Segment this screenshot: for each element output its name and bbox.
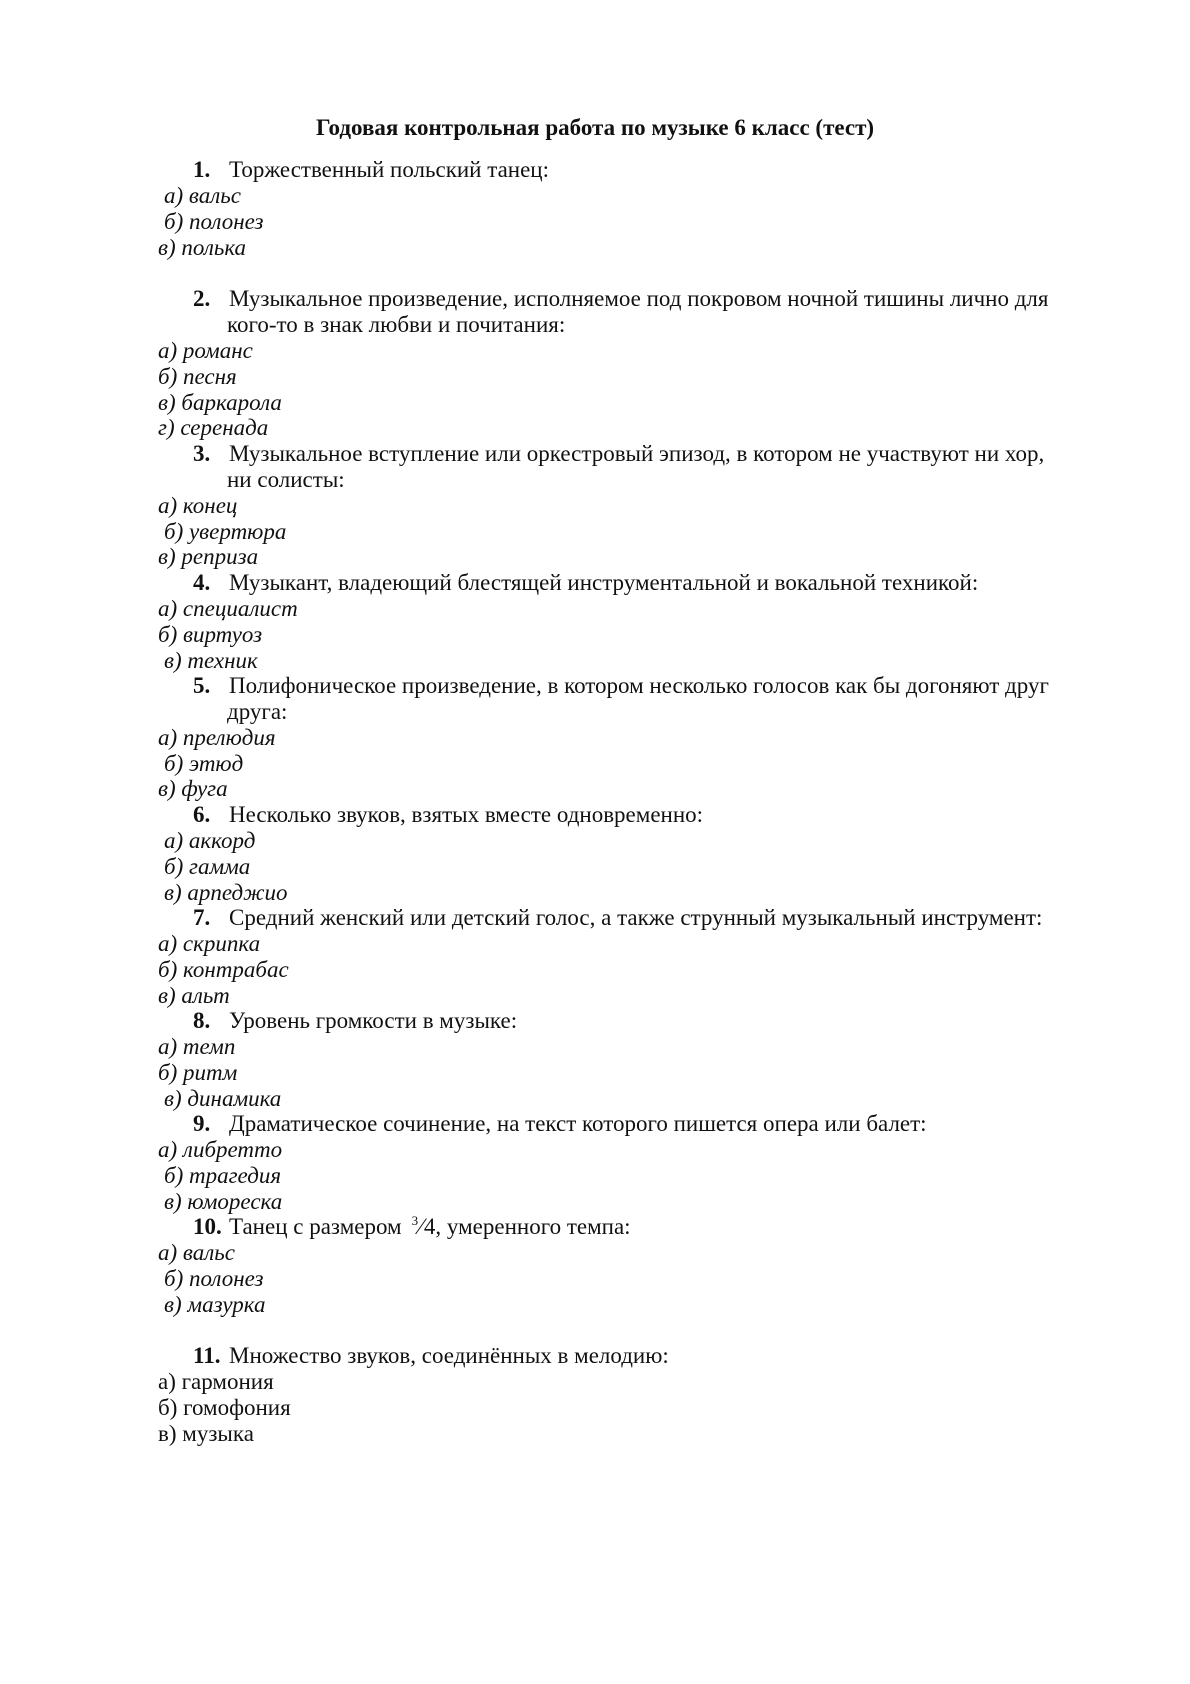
answer-option: б) увертюра bbox=[164, 519, 287, 544]
answer-option: а) специалист bbox=[158, 596, 298, 621]
answer-option: а) темп bbox=[158, 1034, 236, 1059]
question-text-end: , умеренного темпа: bbox=[435, 1214, 631, 1239]
question-7 bbox=[193, 904, 1042, 932]
answer-option: в) альт bbox=[158, 983, 230, 1008]
question-number: 7. bbox=[193, 905, 211, 930]
answer-option: б) этюд bbox=[164, 751, 244, 776]
time-signature-slash: ⁄ bbox=[419, 1214, 423, 1239]
answer-option: а) романс bbox=[158, 338, 253, 363]
answer-option: в) музыка bbox=[158, 1421, 254, 1446]
question-text: Музыкальное произведение, исполняемое под покровом ночной тишины лично для bbox=[229, 286, 1049, 311]
answer-option: б) виртуоз bbox=[158, 622, 263, 647]
question-text: Полифоническое произведение, в котором несколько голосов как бы догоняют друг bbox=[229, 673, 1049, 698]
answer-option: б) полонез bbox=[164, 209, 264, 234]
answer-option: в) фуга bbox=[158, 776, 228, 801]
question-10 bbox=[193, 1213, 631, 1244]
question-2 bbox=[193, 285, 1049, 313]
question-text: Драматическое сочинение, на текст которого пишется опера или балет: bbox=[229, 1111, 927, 1136]
question-number: 3. bbox=[193, 441, 211, 466]
document-title: Годовая контрольная работа по музыке 6 класс (тест) bbox=[315, 115, 875, 140]
answer-option: а) вальс bbox=[164, 183, 241, 208]
time-signature-denominator: 4 bbox=[423, 1214, 436, 1239]
question-text: Торжественный польский танец: bbox=[229, 157, 549, 182]
question-number: 4. bbox=[193, 570, 211, 595]
answer-option: а) прелюдия bbox=[158, 725, 276, 750]
question-text: Музыкальное вступление или оркестровый эпизод, в котором не участвуют ни хор, bbox=[229, 441, 1045, 466]
answer-option: б) контрабас bbox=[158, 957, 289, 982]
question-text-continued: друга: bbox=[227, 699, 288, 724]
question-text: Уровень громкости в музыке: bbox=[229, 1008, 518, 1033]
question-text: Несколько звуков, взятых вместе одновременно: bbox=[229, 802, 704, 827]
question-9 bbox=[193, 1110, 927, 1138]
answer-option: в) техник bbox=[164, 648, 258, 673]
question-text-continued: кого-то в знак любви и почитания: bbox=[227, 312, 566, 337]
answer-option: в) баркарола bbox=[158, 390, 282, 415]
question-number: 11. bbox=[193, 1343, 221, 1368]
question-8 bbox=[193, 1007, 517, 1035]
answer-option: в) динамика bbox=[164, 1086, 282, 1111]
answer-option: б) трагедия bbox=[164, 1163, 282, 1188]
question-number: 5. bbox=[193, 673, 211, 698]
question-text: Множество звуков, соединённых в мелодию: bbox=[229, 1343, 669, 1368]
question-number: 8. bbox=[193, 1008, 211, 1033]
answer-option: а) гармония bbox=[158, 1369, 274, 1394]
answer-option: в) полька bbox=[158, 235, 247, 260]
answer-option: а) либретто bbox=[158, 1137, 283, 1162]
answer-option: в) реприза bbox=[158, 544, 259, 569]
question-number: 1. bbox=[193, 157, 211, 182]
answer-option: а) вальс bbox=[158, 1240, 235, 1265]
question-3 bbox=[193, 440, 1044, 468]
question-number: 2. bbox=[193, 286, 211, 311]
answer-option: в) юмореска bbox=[164, 1189, 283, 1214]
question-5 bbox=[193, 672, 1049, 700]
question-text: Музыкант, владеющий блестящей инструментальной и вокальной техникой: bbox=[229, 570, 979, 595]
question-number: 9. bbox=[193, 1111, 211, 1136]
question-text: Танец с размером bbox=[229, 1214, 402, 1239]
answer-option: в) арпеджио bbox=[164, 880, 288, 905]
question-11 bbox=[193, 1342, 669, 1370]
answer-option: а) конец bbox=[158, 493, 238, 518]
answer-option: г) серенада bbox=[158, 415, 269, 440]
question-text: Средний женский или детский голос, а также струнный музыкальный инструмент: bbox=[229, 905, 1043, 930]
answer-option: в) мазурка bbox=[164, 1292, 266, 1317]
answer-option: б) гамма bbox=[164, 854, 251, 879]
time-signature-numerator: 3 bbox=[411, 1213, 419, 1228]
question-number: 6. bbox=[193, 802, 211, 827]
answer-option: б) песня bbox=[158, 364, 237, 389]
answer-option: б) ритм bbox=[158, 1060, 238, 1085]
question-4 bbox=[193, 569, 978, 597]
answer-option: б) полонез bbox=[164, 1266, 264, 1291]
answer-option: а) аккорд bbox=[164, 828, 256, 853]
question-6 bbox=[193, 801, 703, 829]
answer-option: б) гомофония bbox=[158, 1395, 291, 1420]
question-1 bbox=[193, 156, 549, 184]
answer-option: а) скрипка bbox=[158, 931, 261, 956]
question-text-continued: ни солисты: bbox=[227, 467, 345, 492]
question-number: 10. bbox=[193, 1214, 222, 1239]
